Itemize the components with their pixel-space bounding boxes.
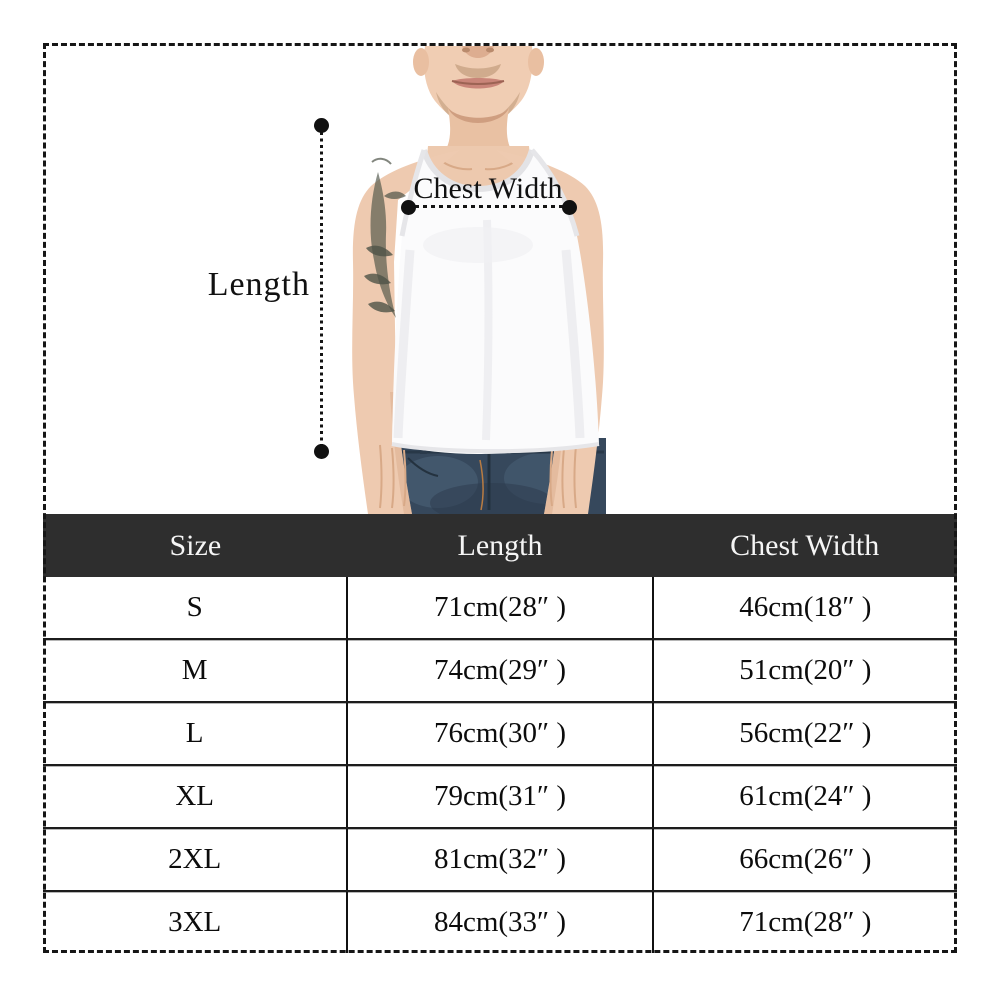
- size-table: [43, 514, 957, 953]
- model-photo: [265, 46, 735, 514]
- length-cell: 84cm(33″ ): [346, 892, 651, 953]
- size-cell: 3XL: [168, 906, 222, 938]
- length-cell: 81cm(32″ ): [346, 829, 651, 890]
- length-cell: 74cm(29″ ): [346, 640, 651, 701]
- size-table-header: [43, 514, 957, 577]
- tank-top-model-illustration: [265, 46, 735, 514]
- size-cell: M: [181, 654, 208, 686]
- table-row: [43, 577, 957, 638]
- table-row: [43, 701, 957, 764]
- chest-width-cell: 46cm(18″ ): [652, 577, 957, 638]
- table-row: [43, 764, 957, 827]
- length-cell: 76cm(30″ ): [346, 703, 651, 764]
- chest-width-cell: 56cm(22″ ): [652, 703, 957, 764]
- table-row: [43, 827, 957, 890]
- size-cell: L: [185, 717, 204, 749]
- size-cell: 2XL: [168, 843, 222, 875]
- chest-width-cell: 71cm(28″ ): [652, 892, 957, 953]
- size-table-body: [43, 577, 957, 953]
- length-cell: 79cm(31″ ): [346, 766, 651, 827]
- size-cell: S: [186, 591, 203, 623]
- length-measure-line: [320, 132, 323, 446]
- chest-width-cell: 61cm(24″ ): [652, 766, 957, 827]
- length-cell: 71cm(28″ ): [346, 577, 651, 638]
- header-length: Length: [457, 528, 543, 562]
- table-row: [43, 890, 957, 953]
- chest-width-cell: 66cm(26″ ): [652, 829, 957, 890]
- chest-width-label: Chest Width: [413, 172, 563, 205]
- header-chest-width: Chest Width: [730, 528, 880, 562]
- length-endpoint-bottom-dot-icon: [314, 444, 329, 459]
- size-cell: XL: [175, 780, 214, 812]
- length-label: Length: [207, 266, 310, 303]
- length-endpoint-top-dot-icon: [314, 118, 329, 133]
- header-size: Size: [169, 528, 222, 562]
- table-row: [43, 638, 957, 701]
- chest-width-cell: 51cm(20″ ): [652, 640, 957, 701]
